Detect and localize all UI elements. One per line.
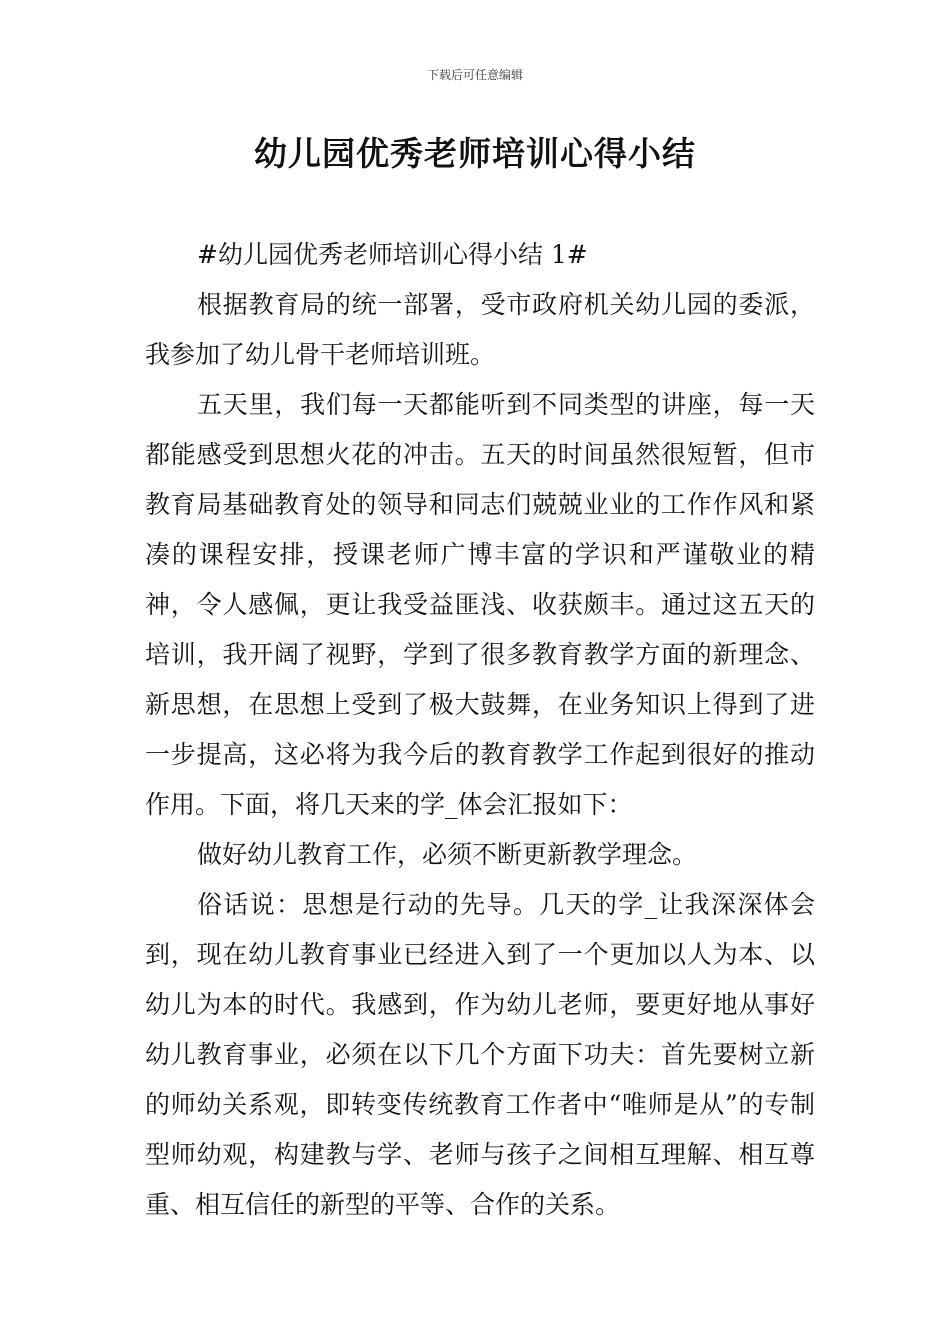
- header-note: 下载后可任意编辑: [426, 68, 523, 82]
- document-title: 幼儿园优秀老师培训心得小结: [254, 134, 696, 173]
- paragraph: 根据教育局的统一部署，受市政府机关幼儿园的委派，我参加了幼儿骨干老师培训班。: [145, 290, 815, 369]
- document-body: [145, 230, 815, 1230]
- paragraph: 俗话说：思想是行动的先导。几天的学_让我深深体会到，现在幼儿教育事业已经进入到了一个更加以人为本、以幼儿为本的时代。我感到，作为幼儿老师，要更好地从事好幼儿教育事业，必须在以下几个方面下功夫：首先要树立新的师幼关系观，即转变传统教育工作者中“唯师是从”的专制型师幼观，构建教与学、老师与孩子之间相互理解、相互尊重、相互信任的新型的平等、合作的关系。: [145, 890, 815, 1219]
- section-heading: #幼儿园优秀老师培训心得小结 1#: [197, 240, 588, 269]
- paragraph: 做好幼儿教育工作，必须不断更新教学理念。: [197, 840, 698, 869]
- paragraph: 五天里，我们每一天都能听到不同类型的讲座，每一天都能感受到思想火花的冲击。五天的时间虽然很短暂，但市教育局基础教育处的领导和同志们兢兢业业的工作作风和紧凑的课程安排，授课老师广博丰富的学识和严谨敬业的精神，令人感佩，更让我受益匪浅、收获颇丰。通过这五天的培训，我开阔了视野，学到了很多教育教学方面的新理念、新思想，在思想上受到了极大鼓舞，在业务知识上得到了进一步提高，这必将为我今后的教育教学工作起到很好的推动作用。下面，将几天来的学_体会汇报如下：: [145, 390, 815, 819]
